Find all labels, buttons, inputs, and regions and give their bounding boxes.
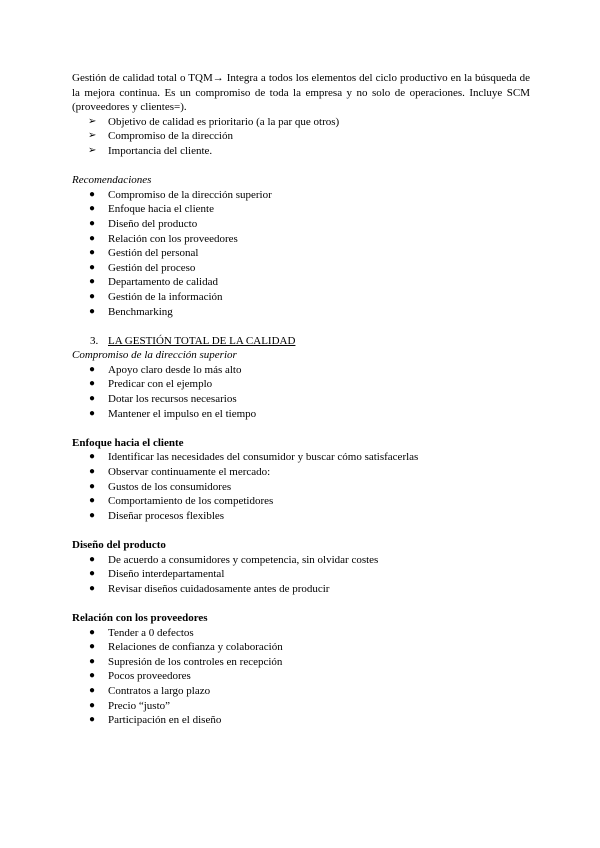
list-item: ● Enfoque hacia el cliente [89, 203, 214, 216]
enfoque-list [72, 450, 530, 523]
list-item: ● Gestión del personal [89, 247, 199, 260]
bullet-icon: ● [89, 509, 96, 521]
compromiso-subheading: Compromiso de la dirección superior [72, 349, 237, 362]
compromiso-list [72, 363, 530, 421]
list-item: ● Apoyo claro desde lo más alto [89, 363, 242, 376]
bullet-icon: ● [89, 247, 96, 259]
list-item: ● Contratos a largo plazo [89, 684, 211, 697]
recomendaciones-heading: Recomendaciones [72, 174, 152, 187]
bullet-icon: ● [89, 714, 96, 726]
list-item: ● Compromiso de la dirección superior [89, 188, 272, 201]
list-item: ● Supresión de los controles en recepción [89, 655, 283, 668]
list-item: ● Diseño interdepartamental [89, 568, 225, 581]
list-item: ● Comportamiento de los competidores [89, 495, 274, 508]
list-item: ● Participación en el diseño [89, 714, 222, 727]
bullet-icon: ● [89, 553, 96, 565]
bullet-icon: ● [89, 568, 96, 580]
section-title: LA GESTIÓN TOTAL DE LA CALIDAD [108, 334, 296, 347]
arrow-bullet-icon: ➢ [88, 130, 97, 142]
list-item: ● Revisar diseños cuidadosamente antes de producir [89, 582, 330, 595]
list-item: ● De acuerdo a consumidores y competencia, sin olvidar costes [89, 553, 379, 566]
bullet-icon: ● [89, 495, 96, 507]
bullet-icon: ● [89, 626, 96, 638]
list-item: ● Tender a 0 defectos [89, 626, 194, 639]
bullet-icon: ● [89, 684, 96, 696]
bullet-icon: ● [89, 670, 96, 682]
bullet-icon: ● [89, 480, 96, 492]
bullet-icon: ● [89, 378, 96, 390]
section-3-heading [72, 334, 530, 349]
bullet-icon: ● [89, 699, 96, 711]
bullet-icon: ● [89, 203, 96, 215]
bullet-icon: ● [89, 217, 96, 229]
bullet-icon: ● [89, 466, 96, 478]
list-item: ● Departamento de calidad [89, 276, 218, 289]
list-item: ● Predicar con el ejemplo [89, 378, 213, 391]
bullet-icon: ● [89, 393, 96, 405]
list-item: ● Precio “justo” [89, 699, 171, 712]
bullet-icon: ● [89, 363, 96, 375]
section-number: 3. [90, 334, 99, 347]
list-item: ● Benchmarking [89, 305, 173, 318]
list-item: ● Gustos de los consumidores [89, 480, 232, 493]
list-item: ● Diseñar procesos flexibles [89, 509, 225, 522]
intro-paragraph: Gestión de calidad total o TQM→ Integra a todos los elementos del ciclo productivo en la búsqueda de la mejora continua. Es un compromiso de toda la empresa y no solo de operaciones. Incluye SCM (proveedores y clientes=). [72, 72, 530, 114]
list-item: ● Observar continuamente el mercado: [89, 466, 271, 479]
list-item: ● Relación con los proveedores [89, 232, 238, 245]
enfoque-heading: Enfoque hacia el cliente [72, 436, 184, 449]
diseno-list [72, 553, 530, 597]
recomendaciones-list [72, 188, 530, 319]
list-item: ● Relaciones de confianza y colaboración [89, 641, 283, 654]
arrow-bullet-icon: ➢ [88, 115, 97, 127]
bullet-icon: ● [89, 276, 96, 288]
relacion-list [72, 626, 530, 728]
list-item: ➢ Objetivo de calidad es prioritario (a la par que otros) [88, 115, 340, 128]
bullet-icon: ● [89, 451, 96, 463]
list-item: ➢ Compromiso de la dirección [88, 130, 233, 143]
list-item: ● Gestión del proceso [89, 261, 196, 274]
bullet-icon: ● [89, 582, 96, 594]
list-item: ● Mantener el impulso en el tiempo [89, 407, 257, 420]
list-item: ● Identificar las necesidades del consumidor y buscar cómo satisfacerlas [89, 451, 419, 464]
bullet-icon: ● [89, 305, 96, 317]
bullet-icon: ● [89, 232, 96, 244]
bullet-icon: ● [89, 655, 96, 667]
bullet-icon: ● [89, 188, 96, 200]
intro-arrow-list [72, 115, 530, 159]
bullet-icon: ● [89, 290, 96, 302]
list-item: ● Diseño del producto [89, 217, 198, 230]
bullet-icon: ● [89, 407, 96, 419]
bullet-icon: ● [89, 261, 96, 273]
document-page [72, 71, 530, 728]
relacion-heading: Relación con los proveedores [72, 611, 208, 624]
list-item: ● Dotar los recursos necesarios [89, 393, 237, 406]
list-item: ● Gestión de la información [89, 290, 223, 303]
list-item: ● Pocos proveedores [89, 670, 191, 683]
bullet-icon: ● [89, 641, 96, 653]
diseno-heading: Diseño del producto [72, 539, 166, 551]
arrow-bullet-icon: ➢ [88, 144, 97, 156]
list-item: ➢ Importancia del cliente. [88, 144, 213, 157]
